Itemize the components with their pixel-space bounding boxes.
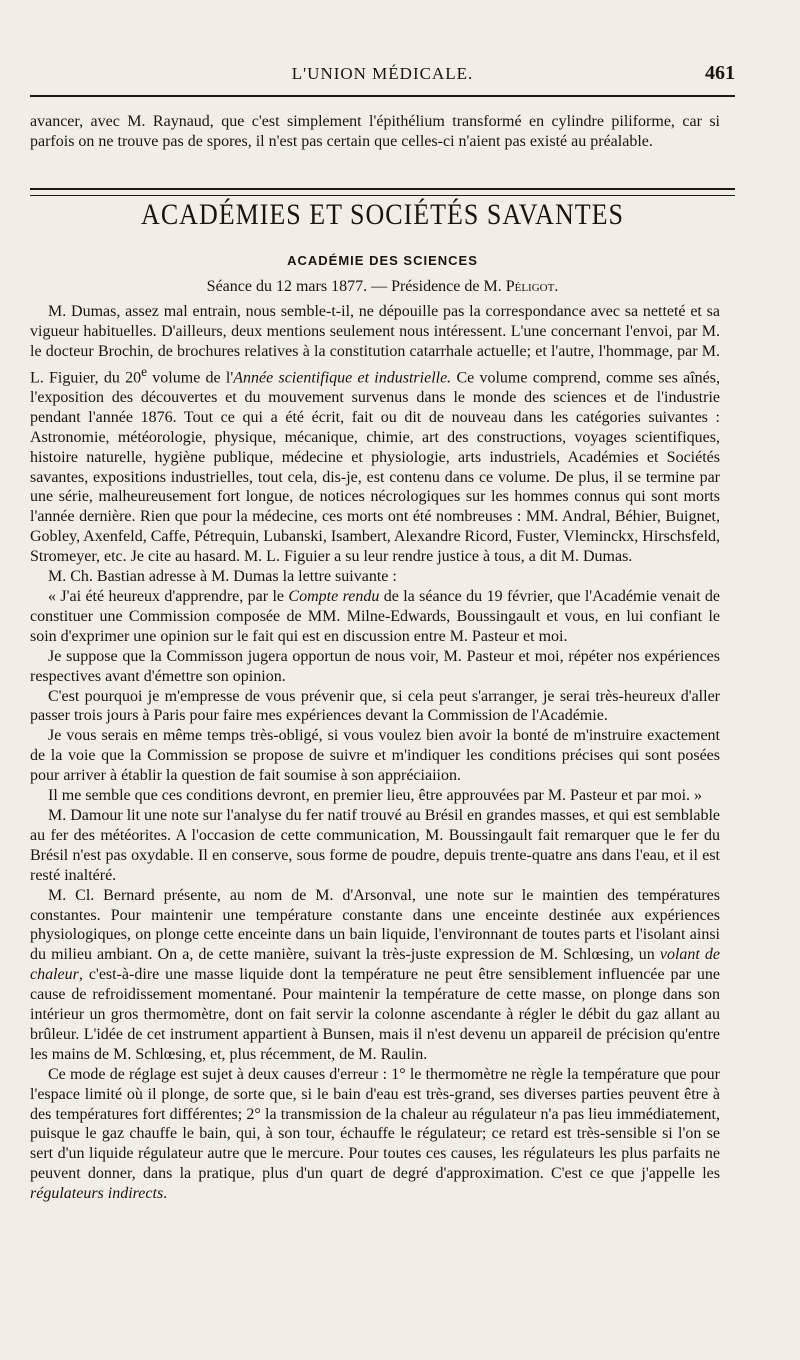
paragraph-letter-5: Il me semble que ces conditions devront, en premier lieu, être approuvées par M. Pasteur et par moi. » — [48, 787, 703, 805]
article-body — [30, 302, 720, 1204]
session-prefix: Séance du 12 mars 1877. — Présidence de M. — [206, 278, 506, 295]
paragraph-letter-1 — [30, 587, 720, 647]
paragraph-letter-4: Je vous serais en même temps très-obligé, si vous voulez bien avoir la bonté de m'instruire exactement de la voie que la Commission se propose de suivre et m'indiquer les conditions précises qui sont posées pour arriver à établir la question de fait soumise à son appréciaiion. — [30, 727, 720, 785]
text-run: de la séance du 19 février, que l'Académie venait de constituer une Commission composée de MM. Milne-Edwards, Boussingault et vous, en lui confiant le soin d'exprimer une opinion sur le fait qui est en discussion entre M. Pasteur et moi. — [30, 588, 721, 645]
superscript: e — [141, 363, 148, 379]
intro-text: avancer, avec M. Raynaud, que c'est simplement l'épithélium transformé en cylindre piliforme, car si parfois on ne trouve pas de spores, il n'est pas certain que celles-ci n'aient pas existé au préalable. — [30, 113, 720, 150]
session-suffix: . — [554, 278, 559, 295]
section-title: ACADÉMIES ET SOCIÉTÉS SAVANTES — [141, 197, 624, 232]
paragraph-reglage — [30, 1065, 720, 1204]
paragraph-correspondance — [30, 302, 720, 567]
section-divider — [30, 188, 735, 196]
paragraph-letter-3: C'est pourquoi je m'empresse de vous prévenir que, si cela peut s'arranger, je serai très-heureux d'aller passer trois jours à Paris pour faire mes expériences devant la Commission de l'Académie. — [30, 687, 720, 725]
intro-paragraph — [30, 112, 720, 152]
page-header — [30, 60, 735, 92]
paragraph-bernard — [30, 886, 720, 1065]
term: volant de chaleur — [30, 946, 721, 984]
paragraph-bastian: M. Ch. Bastian adresse à M. Dumas la lettre suivante : — [48, 568, 397, 586]
session-line — [30, 278, 735, 296]
book-title: Année scientifique et industrielle. — [233, 369, 452, 387]
subsection-title: ACADÉMIE DES SCIENCES — [287, 253, 478, 268]
text-run: Ce mode de réglage est sujet à deux causes d'erreur : 1° le thermomètre ne règle la température que pour l'espace limité où il plonge, de sorte que, si le bain d'eau est très-grand, ses diverses parties peuvent être à des températures fort différentes; 2° la transmission de la chaleur au régulateur n'a pas lieu immédiatement, puisque le gaz chauffe le bain, qui, à son tour, échauffe le régulateur; ce retard est très-sensible si l'on se sert d'un liquide régulateur autre que le mercure. Pour toutes ces causes, les régulateurs les plus parfaits ne peuvent donner, dans la pratique, plus d'un quart de degré d'approximation. C'est ce que j'appelle les — [30, 1065, 720, 1183]
text-run: M. Cl. Bernard présente, au nom de M. d'Arsonval, une note sur le maintien des températures constantes. Pour maintenir une température constante dans une enceinte destinée aux expériences physiologiques, on plonge cette enceinte dans un bain liquide, l'environnant de toutes parts et l'isolant ainsi du milieu ambiant. On a, de cette manière, suivant la très-juste expression de M. Schlœsing, un — [30, 886, 720, 964]
term: régulateurs indirects — [30, 1185, 164, 1203]
text-run: M. Dumas, assez mal entrain, nous semble-t-il, ne dépouille pas la correspondance avec sa netteté et sa vigueur habituelles. D'ailleurs, deux mentions seulement nous intéressent. L'une concernant l'envoi, par M. le docteur Brochin, de brochures relatives à la constitution catarrhale actuelle; et l'autre, l'hommage, par M. L. Figuier, du 20 — [30, 303, 720, 387]
president-name: Péligot — [505, 278, 555, 295]
text-run: « J'ai été heureux d'apprendre, par le — [48, 588, 289, 606]
text-run: Ce volume comprend, comme ses aînés, l'exposition des découvertes et du mouvement survenus dans le monde des sciences et de l'industrie pendant l'année 1876. Tout ce qui a été écrit, fait ou dit de nouveau dans les catégories suivantes : Astronomie, météorologie, physique, mécanique, chimie, art des constructions, voyages scientifiques, histoire naturelle, hygiène publique, médecine et physiologie, arts industriels, Académies et Sociétés savantes, expositions industrielles, tout cela, dis-je, est contenu dans ce volume. De plus, il se termine par une série, malheureusement fort longue, de notices nécrologiques sur les hommes connus qui sont morts l'année dernière. Rien que pour la médecine, ces morts ont été nombreuses : MM. Andral, Béhier, Buignet, Gobley, Axenfeld, Caffe, Pétrequin, Lubanski, Isambert, Alexandre Ricord, Fuster, Vleminckx, Hirschsfeld, Stromeyer, etc. Je cite au hasard. M. L. Figuier a su leur rendre justice à tous, a dit M. Dumas. — [30, 369, 721, 566]
publication-title: Compte rendu — [288, 588, 380, 606]
header-rule — [30, 95, 735, 97]
page-number: 461 — [705, 62, 735, 84]
paragraph-letter-2: Je suppose que la Commisson jugera opportun de nous voir, M. Pasteur et moi, répéter nos expériences respectives avant d'émettre son opinion. — [30, 647, 720, 685]
text-run: , c'est-à-dire une masse liquide dont la température ne peut être sensiblement influencée par une cause de refroidissement momentané. Pour maintenir la température de cette masse, on plonge dans son intérieur un gros thermomètre, dont on fait servir la colonne ascendante à régler le débit du gaz allant au brûleur. L'idée de cet instrument appartient à Bunsen, mais il n'est devenu un appareil de précision qu'entre les mains de M. Schlœsing, et, plus récemment, de M. Raulin. — [30, 966, 720, 1063]
running-title: L'UNION MÉDICALE. — [291, 64, 474, 83]
paragraph-damour: M. Damour lit une note sur l'analyse du fer natif trouvé au Brésil en grandes masses, et qui est semblable au fer des météorites. A l'occasion de cette communication, M. Boussingault fait remarquer que le fer du Brésil n'est pas oxydable. Il en conserve, sous forme de poudre, depuis trente-quatre ans dans l'eau, et il est resté inaltéré. — [30, 806, 720, 884]
text-run: volume de l' — [147, 369, 234, 387]
text-run: . — [163, 1185, 168, 1203]
